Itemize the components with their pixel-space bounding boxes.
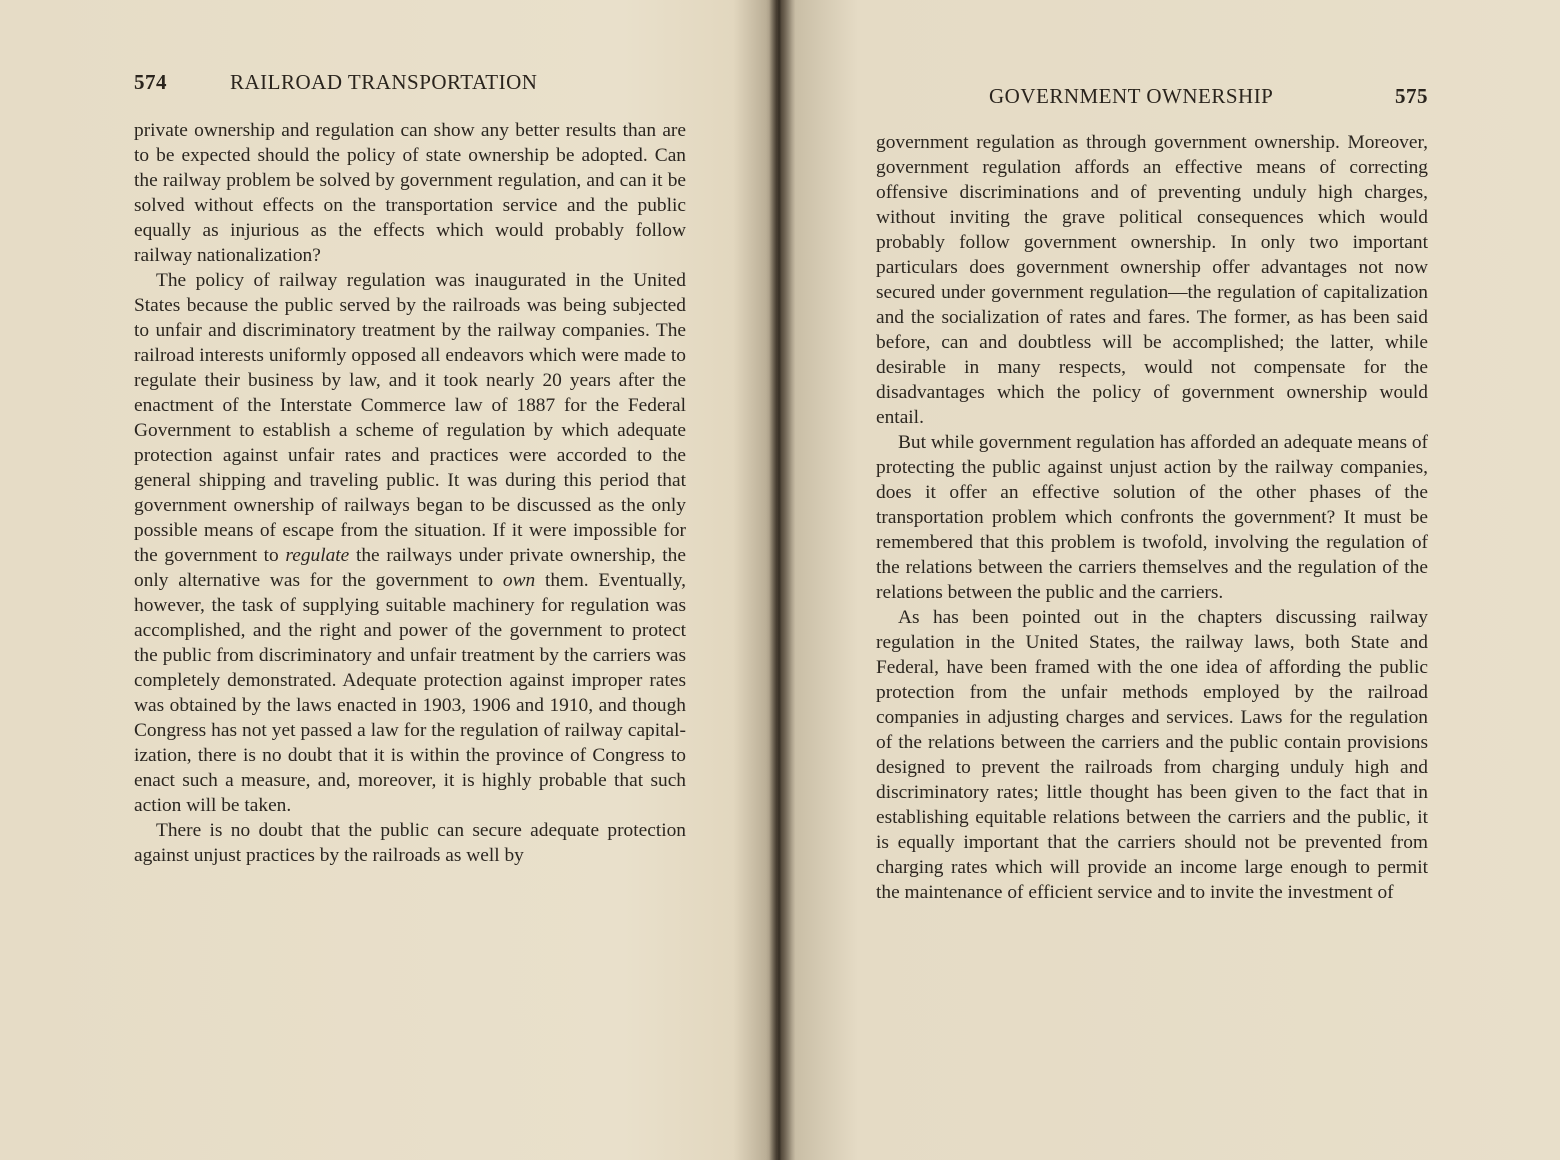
right-page <box>780 0 1560 1160</box>
left-page-body <box>134 118 686 868</box>
running-head: GOVERNMENT OWNERSHIP <box>989 84 1274 108</box>
paragraph: There is no doubt that the public can secure adequate protection against unjust practices by the railroads as well by <box>134 820 686 866</box>
paragraph-text: them. Eventually, however, the task of supplying suitable machinery for regulation was accomplished, and the right and power of the government to protect the public from discriminatory and unfair treatment by the carriers was completely demonstrated. Adequate protection against improper rates was obtained by the laws enacted in 1903, 1906 and 1910, and though Congress has not yet passed a law for the regulation of railway capitalization, there is no doubt that it is within the province of Congress to enact such a measure, and, moreover, it is highly probable that such action will be taken. <box>134 570 686 816</box>
paragraph-text: The policy of railway regulation was inaugurated in the United States because the public served by the railroads was being subjected to unfair and discriminatory treatment by the railway companies. The railroad interests uniformly opposed all endeavors which were made to regulate their business by law, and it took nearly 20 years after the enactment of the Interstate Commerce law of 1887 for the Federal Government to establish a scheme of regulation by which adequate protection against unfair rates and practices were accorded to the general shipping and traveling public. It was during this period that government ownership of railways began to be discussed as the only possible means of escape from the situation. If it were impossible for the government to <box>134 270 686 566</box>
right-page-body <box>876 130 1428 905</box>
paragraph: As has been pointed out in the chapters discussing railway regulation in the United States, the railway laws, both State and Federal, have been framed with the one idea of affording the public protection from the unfair methods employed by the railroad companies in adjusting charges and services. Laws for the regulation of the relations between the carriers and the public contain provisions designed to prevent the railroads from charging unduly high and discriminatory rates; little thought has been given to the fact that in establishing equitable relations between the carriers and the public, it is equally important that the carriers should not be prevented from charging rates which will provide an income large enough to permit the maintenance of efficient service and to invite the investment of <box>876 607 1428 903</box>
page-number: 574 <box>134 70 167 94</box>
running-head: RAILROAD TRANSPORTATION <box>230 70 538 94</box>
book-spine <box>766 0 792 1160</box>
paragraph: But while government regulation has afforded an adequate means of protecting the public against unjust action by the railway companies, does it offer an effective solution of the other phases of the transportation problem which confronts the government? It must be remembered that this problem is twofold, involving the regulation of the relations between the carriers themselves and the regulation of the relations between the public and the carriers. <box>876 432 1429 603</box>
italic-text: regulate <box>285 545 350 566</box>
paragraph-text: the railways under private ownership, the only alternative was for the government to <box>134 545 686 591</box>
paragraph: private ownership and regulation can show any better results than are to be expected should the policy of state ownership be adopted. Can the railway problem be solved by government regulation, and can it be solved without effects on the transportation service and the public equally as injurious as the effects which would probably follow railway nationalization? <box>134 120 686 266</box>
paragraph <box>134 268 686 818</box>
page-number: 575 <box>1395 84 1428 108</box>
italic-text: own <box>502 570 536 591</box>
paragraph: government regulation as through government ownership. Moreover, government regulation affords an effective means of correcting offensive discriminations and of preventing unduly high charges, without inviting the grave political consequences which would probably follow government ownership. In only two important particulars does government ownership offer advantages not now secured under government regulation—the regulation of capitalization and the socialization of rates and fares. The former, as has been said before, can and doubtless will be accomplished; the latter, while desirable in many respects, would not compensate for the disadvantages which the policy of government ownership would entail. <box>876 132 1428 428</box>
